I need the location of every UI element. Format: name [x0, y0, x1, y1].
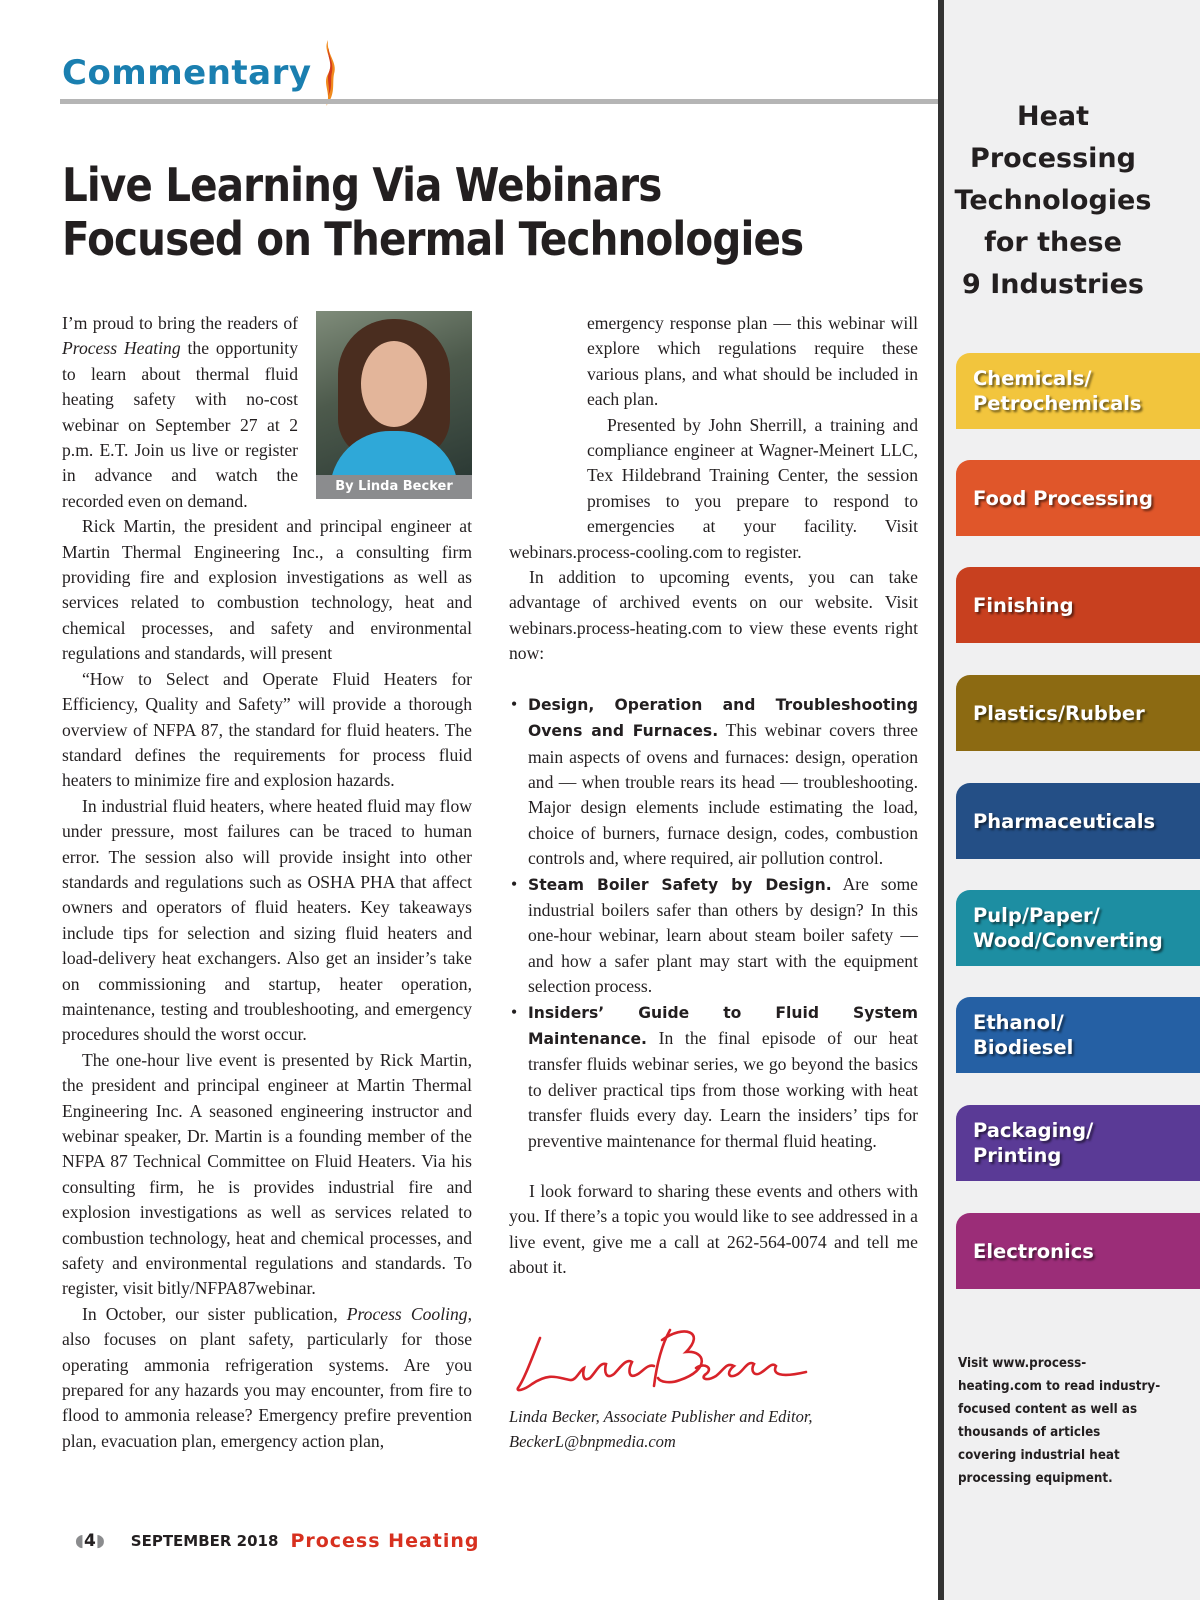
column-right — [509, 311, 918, 1281]
author-photo — [316, 311, 472, 475]
paragraph — [62, 1302, 472, 1454]
column-left — [62, 311, 472, 1454]
bullet-icon: • — [511, 1001, 518, 1022]
signature-caption — [509, 1404, 813, 1454]
paragraph: I look forward to sharing these events and others with you. If there’s a topic you would like to see addressed in a live event, give me a call at 262-564-0074 and tell me about it. — [509, 1181, 918, 1278]
text: In October, our sister publication, — [82, 1303, 347, 1324]
section-title: Commentary — [62, 53, 312, 93]
tab-pharmaceuticals[interactable]: Pharmaceuticals — [956, 783, 1200, 859]
text: the opportunity to learn about thermal fluid heating safety with no-cost webinar on September 27 at 2 p.m. E.T. Join us live or register in advance and watch the recorded even on demand. — [62, 338, 298, 511]
signature-email: BeckerL@bnpmedia.com — [509, 1432, 676, 1451]
author-photo-box — [316, 311, 472, 499]
tab-ethanol-biodiesel[interactable]: Ethanol/ Biodiesel — [956, 997, 1200, 1073]
text: I’m proud to bring the readers of — [62, 313, 298, 333]
sidebar-title: Heat Processing Technologies for these 9 Industries — [954, 101, 1152, 300]
list-item — [509, 1000, 918, 1154]
webinar-text: Are some industrial boilers safer than others by design? In this one-hour webinar, learn about steam boiler safety — and how a safer plant may start with the equipment selection process. — [528, 873, 918, 997]
paragraph: “How to Select and Operate Fluid Heaters for Efficiency, Quality and Safety” will provide a thorough overview of NFPA 87, the standard for fluid heaters. The standard defines the requirements for process fluid heaters to minimize fire and explosion hazards. — [62, 668, 472, 791]
paragraph: In addition to upcoming events, you can take advantage of archived events on our website. Visit webinars.process-heating.com to view these events right now: — [509, 567, 918, 664]
magazine-name: Process Heating — [290, 1530, 480, 1552]
signature-title: Linda Becker, Associate Publisher and Editor, — [509, 1407, 813, 1426]
paragraph: In industrial fluid heaters, where heated fluid may flow under pressure, most failures can be traced to human error. The session also will provide insight into other standards and regulations such as OSHA PHA that affect owners and operators of fluid heaters. Key takeaways include tips for selection and sizing fluid heaters and load-delivery heat exchangers. Also get an insider’s take on commissioning and startup, heater operation, maintenance, testing and troubleshooting, and emergency procedures should the worst occur. — [62, 795, 472, 1045]
webinar-title: Design, Operation and Troubleshooting Ovens and Furnaces. — [528, 695, 918, 741]
header-rule — [60, 99, 938, 104]
webinar-text: This webinar covers three main aspects of ovens and furnaces: design, operation and — when trouble rears its head — troubleshooting. Major design elements include estimating the load, choice of burners, furnace design, codes, combustion controls and, where required, air pollution control. — [528, 720, 918, 869]
page-footer — [75, 1530, 480, 1552]
section-header — [62, 38, 338, 108]
author-byline: By Linda Becker — [316, 475, 472, 499]
paragraph: The one-hour live event is presented by Rick Martin, the president and principal engineer at Martin Thermal Engineering Inc. A seasoned engineering instructor and webinar speaker, Dr. Martin is a founding member of the NFPA 87 Technical Committee on Fluid Heaters. Via his consulting firm, he is provides industrial fire and explosion investigations as well as services related to combustion technology, heat and chemical processes, and safety and environmental regulations and standards. To register, visit bitly/NFPA87webinar. — [62, 1049, 472, 1299]
paragraph: Presented by John Sherrill, a training and compliance engineer at Wagner-Meinert LLC, Tex Hildebrand Training Center, the session promises to you prepare to respond to emergencies at your facility. Visit webinars.process-cooling.com to register. — [509, 414, 918, 562]
tab-food-processing[interactable]: Food Processing — [956, 460, 1200, 536]
tab-finishing[interactable]: Finishing — [956, 567, 1200, 643]
issue-date: SEPTEMBER 2018 — [130, 1532, 279, 1550]
text: , also focuses on plant safety, particularly for those operating ammonia refrigeration systems. Are you prepared for any hazards you may encounter, from fire to flood to ammonia release? Emergency prefire prevention plan, evacuation plan, emergency action plan, — [62, 1303, 472, 1451]
tab-plastics-rubber[interactable]: Plastics/Rubber — [956, 675, 1200, 751]
paragraph: Rick Martin, the president and principal engineer at Martin Thermal Engineering Inc., a consulting firm providing fire and explosion investigations as well as services related to combustion technology, heat and chemical processes, and safety and environmental regulations and standards, will present — [62, 516, 472, 664]
photo-wrap-spacer — [509, 311, 587, 538]
page-number: ◖4◗ — [75, 1531, 105, 1551]
publication-name: Process Cooling — [346, 1303, 468, 1324]
tab-chemicals[interactable]: Chemicals/ Petrochemicals — [956, 353, 1200, 429]
tab-electronics[interactable]: Electronics — [956, 1213, 1200, 1289]
flame-icon — [318, 38, 338, 108]
headline: Live Learning Via Webinars Focused on Thermal Technologies — [62, 158, 804, 266]
bullet-icon: • — [511, 873, 518, 894]
signature-image — [510, 1318, 810, 1404]
bullet-icon: • — [511, 693, 518, 714]
list-item — [509, 872, 918, 1000]
webinar-title: Insiders’ Guide to Fluid System Maintenance. — [528, 1003, 918, 1048]
paragraph: emergency response plan — this webinar will explore which regulations require these various plans, and what should be included in each plan. — [587, 313, 918, 410]
webinar-title: Steam Boiler Safety by Design. — [528, 875, 832, 894]
webinar-text: In the final episode of our heat transfer fluids webinar series, we go beyond the basics to deliver practical tips from those working with heat transfer fluids every day. Learn the insiders’ tips for preventive maintenance for thermal fluid heating. — [528, 1027, 918, 1151]
tab-pulp-paper[interactable]: Pulp/Paper/ Wood/Converting — [956, 890, 1200, 966]
publication-name: Process Heating — [62, 338, 181, 359]
list-item — [509, 692, 918, 872]
tab-packaging-printing[interactable]: Packaging/ Printing — [956, 1105, 1200, 1181]
webinar-list — [509, 692, 918, 1154]
sidebar-note: Visit www.process-heating.com to read industry-focused content as well as thousands of articles covering industrial heat processing equipment. — [958, 1356, 1161, 1486]
